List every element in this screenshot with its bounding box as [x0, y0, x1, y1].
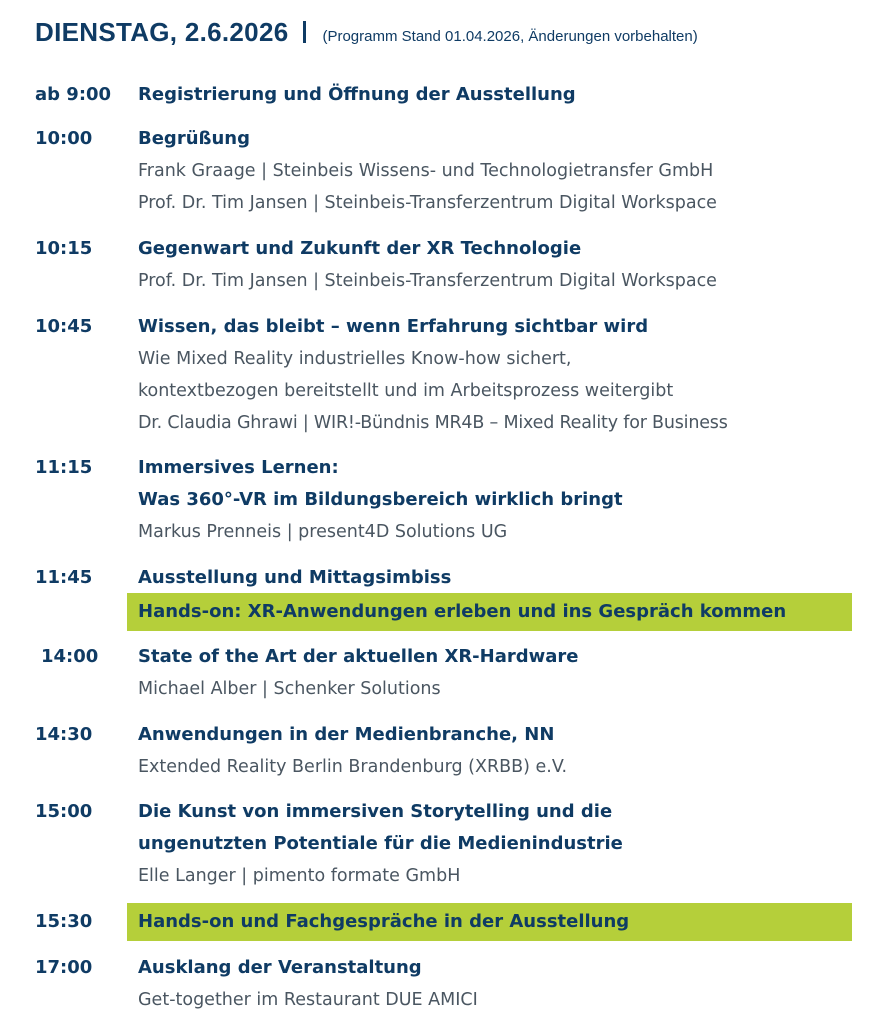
- highlight-text: Hands-on: XR-Anwendungen erleben und ins Gespräch kommen: [138, 601, 787, 622]
- highlight-text: Hands-on und Fachgespräche in der Ausstellung: [138, 911, 630, 932]
- agenda-speaker: Get-together im Restaurant DUE AMICI: [138, 990, 478, 1010]
- agenda-time: ab 9:00: [35, 84, 112, 105]
- agenda-speaker: Prof. Dr. Tim Jansen | Steinbeis-Transferzentrum Digital Workspace: [138, 193, 717, 213]
- agenda-title: Immersives Lernen:: [138, 457, 339, 478]
- agenda-speaker: Frank Graage | Steinbeis Wissens- und Technologietransfer GmbH: [138, 161, 714, 181]
- agenda-title: Begrüßung: [138, 128, 250, 149]
- agenda-title: Ausstellung und Mittagsimbiss: [138, 567, 452, 588]
- agenda-title: Gegenwart und Zukunft der XR Technologie: [138, 238, 582, 259]
- agenda-speaker: Michael Alber | Schenker Solutions: [138, 679, 441, 699]
- agenda-title: Was 360°-VR im Bildungsbereich wirklich bringt: [138, 489, 623, 510]
- page-header: [35, 17, 698, 48]
- agenda-speaker: Extended Reality Berlin Brandenburg (XRBB) e.V.: [138, 757, 568, 777]
- agenda-time: 14:30: [35, 724, 93, 745]
- agenda-title: Anwendungen in der Medienbranche, NN: [138, 724, 555, 745]
- agenda-time: 10:15: [35, 238, 93, 259]
- agenda-speaker: Dr. Claudia Ghrawi | WIR!-Bündnis MR4B – Mixed Reality for Business: [138, 413, 728, 433]
- agenda-title: Wissen, das bleibt – wenn Erfahrung sichtbar wird: [138, 316, 649, 337]
- agenda-time: 17:00: [35, 957, 93, 978]
- agenda-time: 15:00: [35, 801, 93, 822]
- agenda-time: 11:45: [35, 567, 93, 588]
- highlight-banner: [127, 903, 852, 941]
- agenda-time: 10:00: [35, 128, 93, 149]
- agenda-time: 10:45: [35, 316, 93, 337]
- day-heading: DIENSTAG, 2.6.2026: [35, 17, 289, 47]
- agenda-time: 15:30: [35, 911, 93, 932]
- agenda-title: Registrierung und Öffnung der Ausstellung: [138, 84, 576, 105]
- header-divider: [303, 21, 306, 43]
- agenda-speaker: Elle Langer | pimento formate GmbH: [138, 866, 461, 886]
- agenda-time: 11:15: [35, 457, 93, 478]
- agenda-title: ungenutzten Potentiale für die Medienindustrie: [138, 833, 623, 854]
- agenda-time: 14:00: [41, 646, 99, 667]
- agenda-speaker: Markus Prenneis | present4D Solutions UG: [138, 522, 508, 542]
- agenda-title: Ausklang der Veranstaltung: [138, 957, 422, 978]
- agenda-description: Wie Mixed Reality industrielles Know-how sichert,: [138, 349, 572, 369]
- program-status-note: (Programm Stand 01.04.2026, Änderungen vorbehalten): [322, 28, 698, 45]
- agenda-title: State of the Art der aktuellen XR-Hardware: [138, 646, 579, 667]
- agenda-speaker: Prof. Dr. Tim Jansen | Steinbeis-Transferzentrum Digital Workspace: [138, 271, 717, 291]
- highlight-banner: [127, 593, 852, 631]
- agenda-title: Die Kunst von immersiven Storytelling und die: [138, 801, 613, 822]
- agenda-description: kontextbezogen bereitstellt und im Arbeitsprozess weitergibt: [138, 381, 674, 401]
